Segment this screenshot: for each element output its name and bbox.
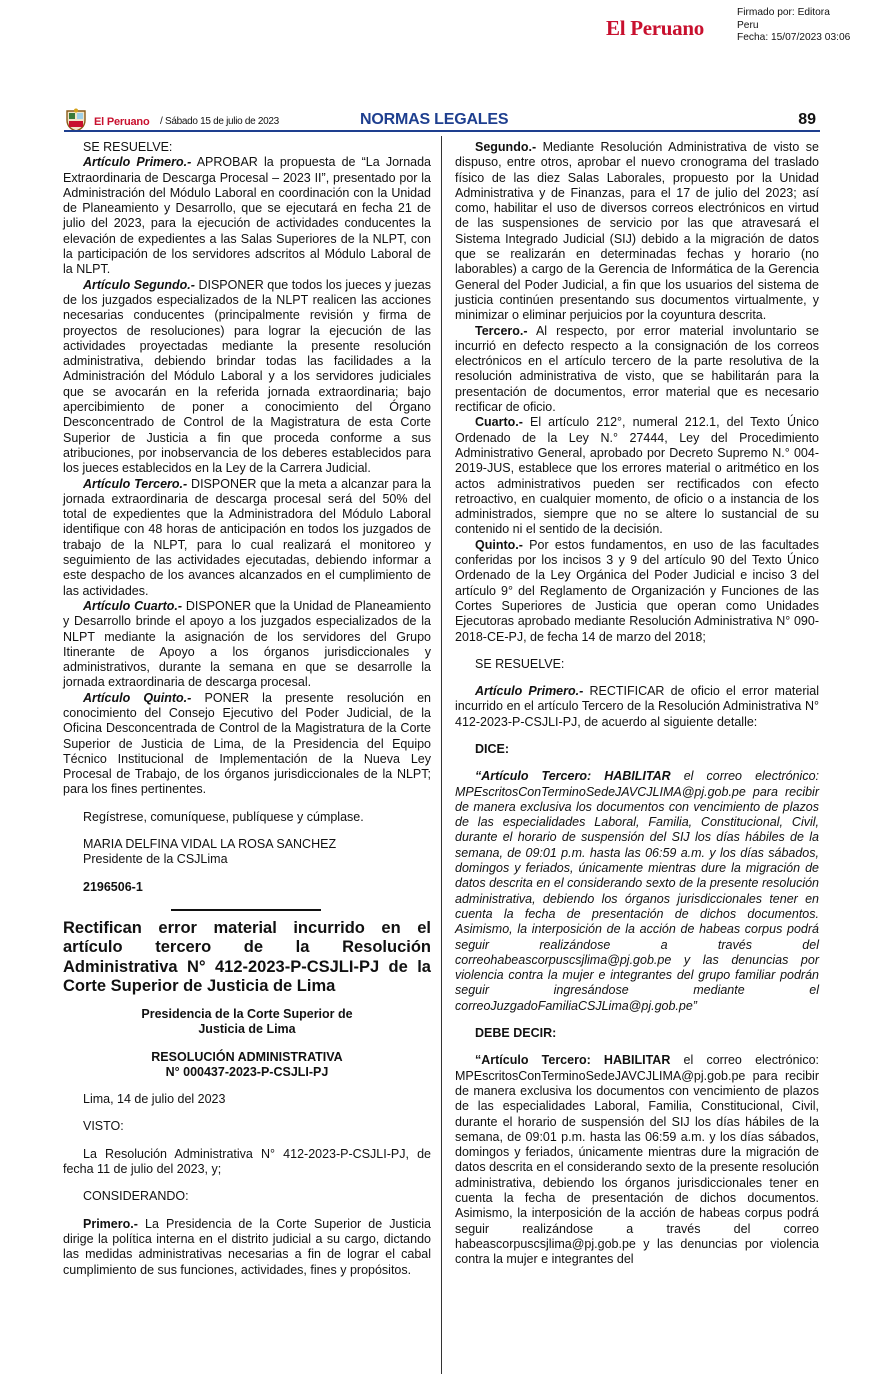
- considerando-third-text: Al respecto, por error material involuntario se incurrió en defecto respecto a la consignación de los correos electrónicos en el artículo tercero de la parte resolutiva de la resolución administrativa de visto, que se habilitarán para la presentación de documentos, error material que es necesario rectificar de oficio.: [455, 323, 819, 415]
- considerando-first-text: La Presidencia de la Corte Superior de Justicia dirige la política interna en el distrito judicial a su cargo, dictando las medidas administrativas necesarias a fin de lograr el cabal cumplimiento de sus funciones, actividades, fines y propósitos.: [63, 1216, 431, 1277]
- coat-of-arms-icon: [64, 108, 88, 132]
- column-divider: [441, 136, 442, 1374]
- resolution-type: RESOLUCIÓN ADMINISTRATIVA: [151, 1049, 343, 1064]
- considerando-first-label: Primero.-: [83, 1216, 138, 1231]
- signature-info: [737, 7, 850, 45]
- visto-heading: VISTO:: [83, 1119, 124, 1134]
- page-number: 89: [798, 111, 816, 128]
- debe-decir-quote-text: el correo electrónico: MPEscritosConTerminoSedeJAVCJLIMA@pj.gob.pe para recibir de manera exclusiva los documentos con vencimiento de plazos de las especialidades Laboral, Familia, Constitucional, Civil, durante el horario de suspensión del SIJ los días hábiles de la semana, de 09:01 p.m. hasta las 06:59 a.m. y los días sábados, domingos y feriados, únicamente mientras dure la migración de datos descrita en el considerando sexto de la presente resolución administrativa, debiendo los órganos jurisdiccionales tener en cuenta la fecha de presentación de dichos documentos. Asimismo, la interposición de la acción de habeas corpus podrá seguir realizándose a través del correo habeascorpuscsjlima@pj.gob.pe y las denuncias por violencia contra la mujer e integrantes del: [455, 1053, 819, 1267]
- issuing-body-line2: Justicia de Lima: [198, 1022, 296, 1037]
- visto-text: La Resolución Administrativa N° 412-2023-P-CSJLI-PJ, de fecha 11 de julio del 2023, y;: [63, 1146, 431, 1177]
- article-fourth-text: DISPONER que la Unidad de Planeamiento y Desarrollo brinde el apoyo a los juzgados especializados de la NLPT mediante la asignación de los servidores del Grupo Itinerante de Apoyo a los órganos jurisdiccionales y administrativos, durante la semana en que se desarrolle la jornada extraordinaria de descarga procesal.: [63, 598, 431, 690]
- article-third-text: DISPONER que la meta a alcanzar para la jornada extraordinaria de descarga procesal será del 50% del total de expedientes que la Administradora del Módulo Laboral identifique con 48 horas de anticipación en todos los juzgados de trabajo de la NLPT, para lo cual realizará el monitoreo y seguimiento de las actividades ejecutadas, debiendo informar a este despacho de los avances alcanzados en el cumplimiento de las actividades.: [63, 476, 431, 598]
- article-fifth-label: Artículo Quinto.-: [83, 690, 192, 705]
- considerando-fourth: [455, 415, 819, 537]
- considerando-fourth-text: El artículo 212°, numeral 212.1, del Texto Único Ordenado de la Ley N.° 27444, Ley del Procedimiento Administrativo General, aprobado por Decreto Supremo N.° 004- 2019-JUS, establece que los errores material o aritmético en los actos administrativos pueden ser rectificados con efecto retroactivo, en cualquier momento, de oficio o a instancia de los administrados, siempre que no se altere lo sustancial de su contenido ni el sentido de la decisión.: [455, 415, 819, 537]
- resolution-heading: Rectifican error material incurrido en el artículo tercero de la Resolución Administrativa N° 412-2023-P-CSJLI-PJ de la Corte Superior de Justicia de Lima: [63, 918, 431, 996]
- article-second: [63, 278, 431, 477]
- considerando-second-text: Mediante Resolución Administrativa de visto se dispuso, entre otros, aprobar el nuevo cronograma del traslado físico de las diez Salas Laborales, propuesto por la Unidad Administrativa y de Finanzas, para el 17 de julio del 2023; así como, habilitar el uso de diversos correos electrónicos en virtud de las suspensiones de servicio por las que atravesará el Sistema Integrado Judicial (SIJ) debido a la migración de datos que se realizarán en determinadas fechas y horario (no laborables) a cargo de la Gerencia de Informática de la Gerencia General del Poder Judicial, a fin que los usuarios del sistema de justicia continúen presentando sus documentos virtualmente, y minimizar o eliminar perjuicios por la coyuntura descrita.: [455, 140, 819, 323]
- signature-signer: Firmado por: Editora: [737, 7, 830, 18]
- resolution-id: N° 000437-2023-P-CSJLI-PJ: [165, 1064, 329, 1079]
- debe-decir-heading: DEBE DECIR:: [475, 1026, 557, 1041]
- signature-date: Fecha: 15/07/2023 03:06: [737, 32, 851, 43]
- se-resuelve-heading: SE RESUELVE:: [83, 140, 173, 154]
- considerando-third-label: Tercero.-: [475, 323, 528, 338]
- rectify-article-first-text: RECTIFICAR de oficio el error material incurrido en el artículo Tercero de la Resolución Administrativa N° 412-2023-P-CSJLI-PJ, de acuerdo al siguiente detalle:: [455, 684, 819, 729]
- article-fourth: [63, 599, 431, 691]
- el-peruano-logo: El Peruano: [606, 16, 704, 40]
- considerando-third: [455, 324, 819, 416]
- signature-org: Peru: [737, 19, 759, 31]
- header-section-title: NORMAS LEGALES: [360, 111, 509, 128]
- left-column: [63, 140, 431, 1278]
- registrese-text: Regístrese, comuníquese, publíquese y cúmplase.: [83, 809, 364, 824]
- debe-decir-quote-label: “Artículo Tercero: HABILITAR: [475, 1053, 671, 1068]
- header-date: / Sábado 15 de julio de 2023: [160, 116, 279, 127]
- right-column: [455, 140, 819, 1267]
- article-second-label: Artículo Segundo.-: [83, 277, 195, 292]
- header-rule: [64, 130, 820, 132]
- rectify-article-first-label: Artículo Primero.-: [475, 684, 584, 699]
- considerando-fifth-text: Por estos fundamentos, en uso de las facultades conferidas por los incisos 3 y 9 del artículo 90 del Texto Único Ordenado de la Ley Orgánica del Poder Judicial e inciso 3 del artículo 9° del Reglamento de Organización y Funciones de las Cortes Superiores de Justicia que operan como Unidades Ejecutoras aprobado mediante Resolución Administrativa N° 090-2018-CE-PJ, de fecha 14 de marzo del 2018;: [455, 537, 819, 644]
- issuing-body-line1: Presidencia de la Corte Superior de: [141, 1006, 353, 1021]
- article-fifth: [63, 691, 431, 798]
- rectify-article-first: [455, 684, 819, 730]
- issuing-body: [63, 1007, 431, 1038]
- se-resuelve-heading-2: SE RESUELVE:: [475, 656, 565, 671]
- article-first: [63, 155, 431, 277]
- considerando-fifth: [455, 538, 819, 645]
- digital-signature-stamp: [600, 4, 865, 44]
- resolution-number: [63, 1050, 431, 1081]
- section-separator: [171, 909, 321, 911]
- article-fourth-label: Artículo Cuarto.-: [83, 598, 182, 613]
- article-third: [63, 477, 431, 599]
- article-third-label: Artículo Tercero.-: [83, 476, 188, 491]
- page-header: [64, 106, 820, 132]
- signer-name: MARIA DELFINA VIDAL LA ROSA SANCHEZ: [83, 837, 337, 852]
- considerando-fifth-label: Quinto.-: [475, 537, 523, 552]
- dice-quote-label: “Artículo Tercero: HABILITAR: [475, 769, 671, 784]
- considerando-second: [455, 140, 819, 324]
- article-fifth-text: PONER la presente resolución en conocimiento del Consejo Ejecutivo del Poder Judicial, de la Oficina Desconcentrada de Control de la Magistratura de la Corte Superior de Justicia de Lima, de la Presidencia del Equipo Técnico Institucional de Implementación de la Nueva Ley Procesal de Trabajo, de los órganos jurisdiccionales de la NLPT; para los fines pertinentes.: [63, 690, 431, 797]
- considerando-second-label: Segundo.-: [475, 140, 537, 154]
- signer-title: Presidente de la CSJLima: [83, 852, 228, 867]
- publication-code: 2196506-1: [83, 879, 143, 894]
- place-date: Lima, 14 de julio del 2023: [83, 1092, 226, 1107]
- considerando-fourth-label: Cuarto.-: [475, 415, 523, 430]
- debe-decir-quote: [455, 1053, 819, 1267]
- dice-quote: [455, 769, 819, 1014]
- dice-quote-text: el correo electrónico: MPEscritosConTerminoSedeJAVCJLIMA@pj.gob.pe para recibir de manera exclusiva los documentos con vencimiento de plazos de las especialidades Laboral, Familia, Constitucional, Civil, durante el horario de suspensión del SIJ los días hábiles de la semana, de 09:01 p.m. hasta las 06:59 a.m. y los días sábados, domingos y feriados, únicamente mientras dure la migración de datos descrita en el considerando sexto de la presente resolución administrativa, debiendo los órganos jurisdiccionales tener en cuenta la fecha de presentación de dichos documentos. Asimismo, la interposición de la acción de habeas corpus podrá seguir realizándose a través del correohabeascorpuscsjlima@pj.gob.pe y las denuncias por violencia contra la mujer e integrantes del grupo familiar podrán seguir ingresándose mediante el correoJuzgadoFamiliaCSJLima@pj.gob.pe”: [455, 769, 819, 1013]
- article-first-label: Artículo Primero.-: [83, 155, 192, 170]
- dice-heading: DICE:: [475, 741, 510, 756]
- considerando-first: [63, 1217, 431, 1278]
- considerando-heading: CONSIDERANDO:: [83, 1189, 189, 1204]
- header-paper-name: El Peruano: [94, 116, 150, 128]
- article-first-text: APROBAR la propuesta de “La Jornada Extraordinaria de Descarga Procesal – 2023 II”, presentado por la Administración del Módulo Laboral en coordinación con la Unidad de Planeamiento y Desarrollo, que se ejecutará en fecha 21 de julio del 2023, para la ejecución de actividades conducentes la elevación de expedientes a las Salas Superiores de la NLPT, con la participación de los servidores adscritos al Módulo Laboral de la NLPT.: [63, 155, 431, 277]
- article-second-text: DISPONER que todos los jueces y juezas de los juzgados especializados de la NLPT realicen las acciones necesarias conducentes (principalmente revisión y firma de proyectos de resoluciones) para lograr la ejecución de las actividades proyectadas mediante la presente resolución administrativa, debiendo brindar todas las facilidades a la Administración del Módulo Laboral y a los servidores judiciales que se avocarán en la referida jornada extraordinaria; bajo apercibimiento de poner a conocimiento del Órgano Desconcentrado de Control de la Magistratura de esta Corte Superior de Justicia a fin que proceda conforme a sus atribuciones, por inobservancia de los deberes establecidos para los jueces establecidos en la Ley de la Carrera Judicial.: [63, 277, 431, 476]
